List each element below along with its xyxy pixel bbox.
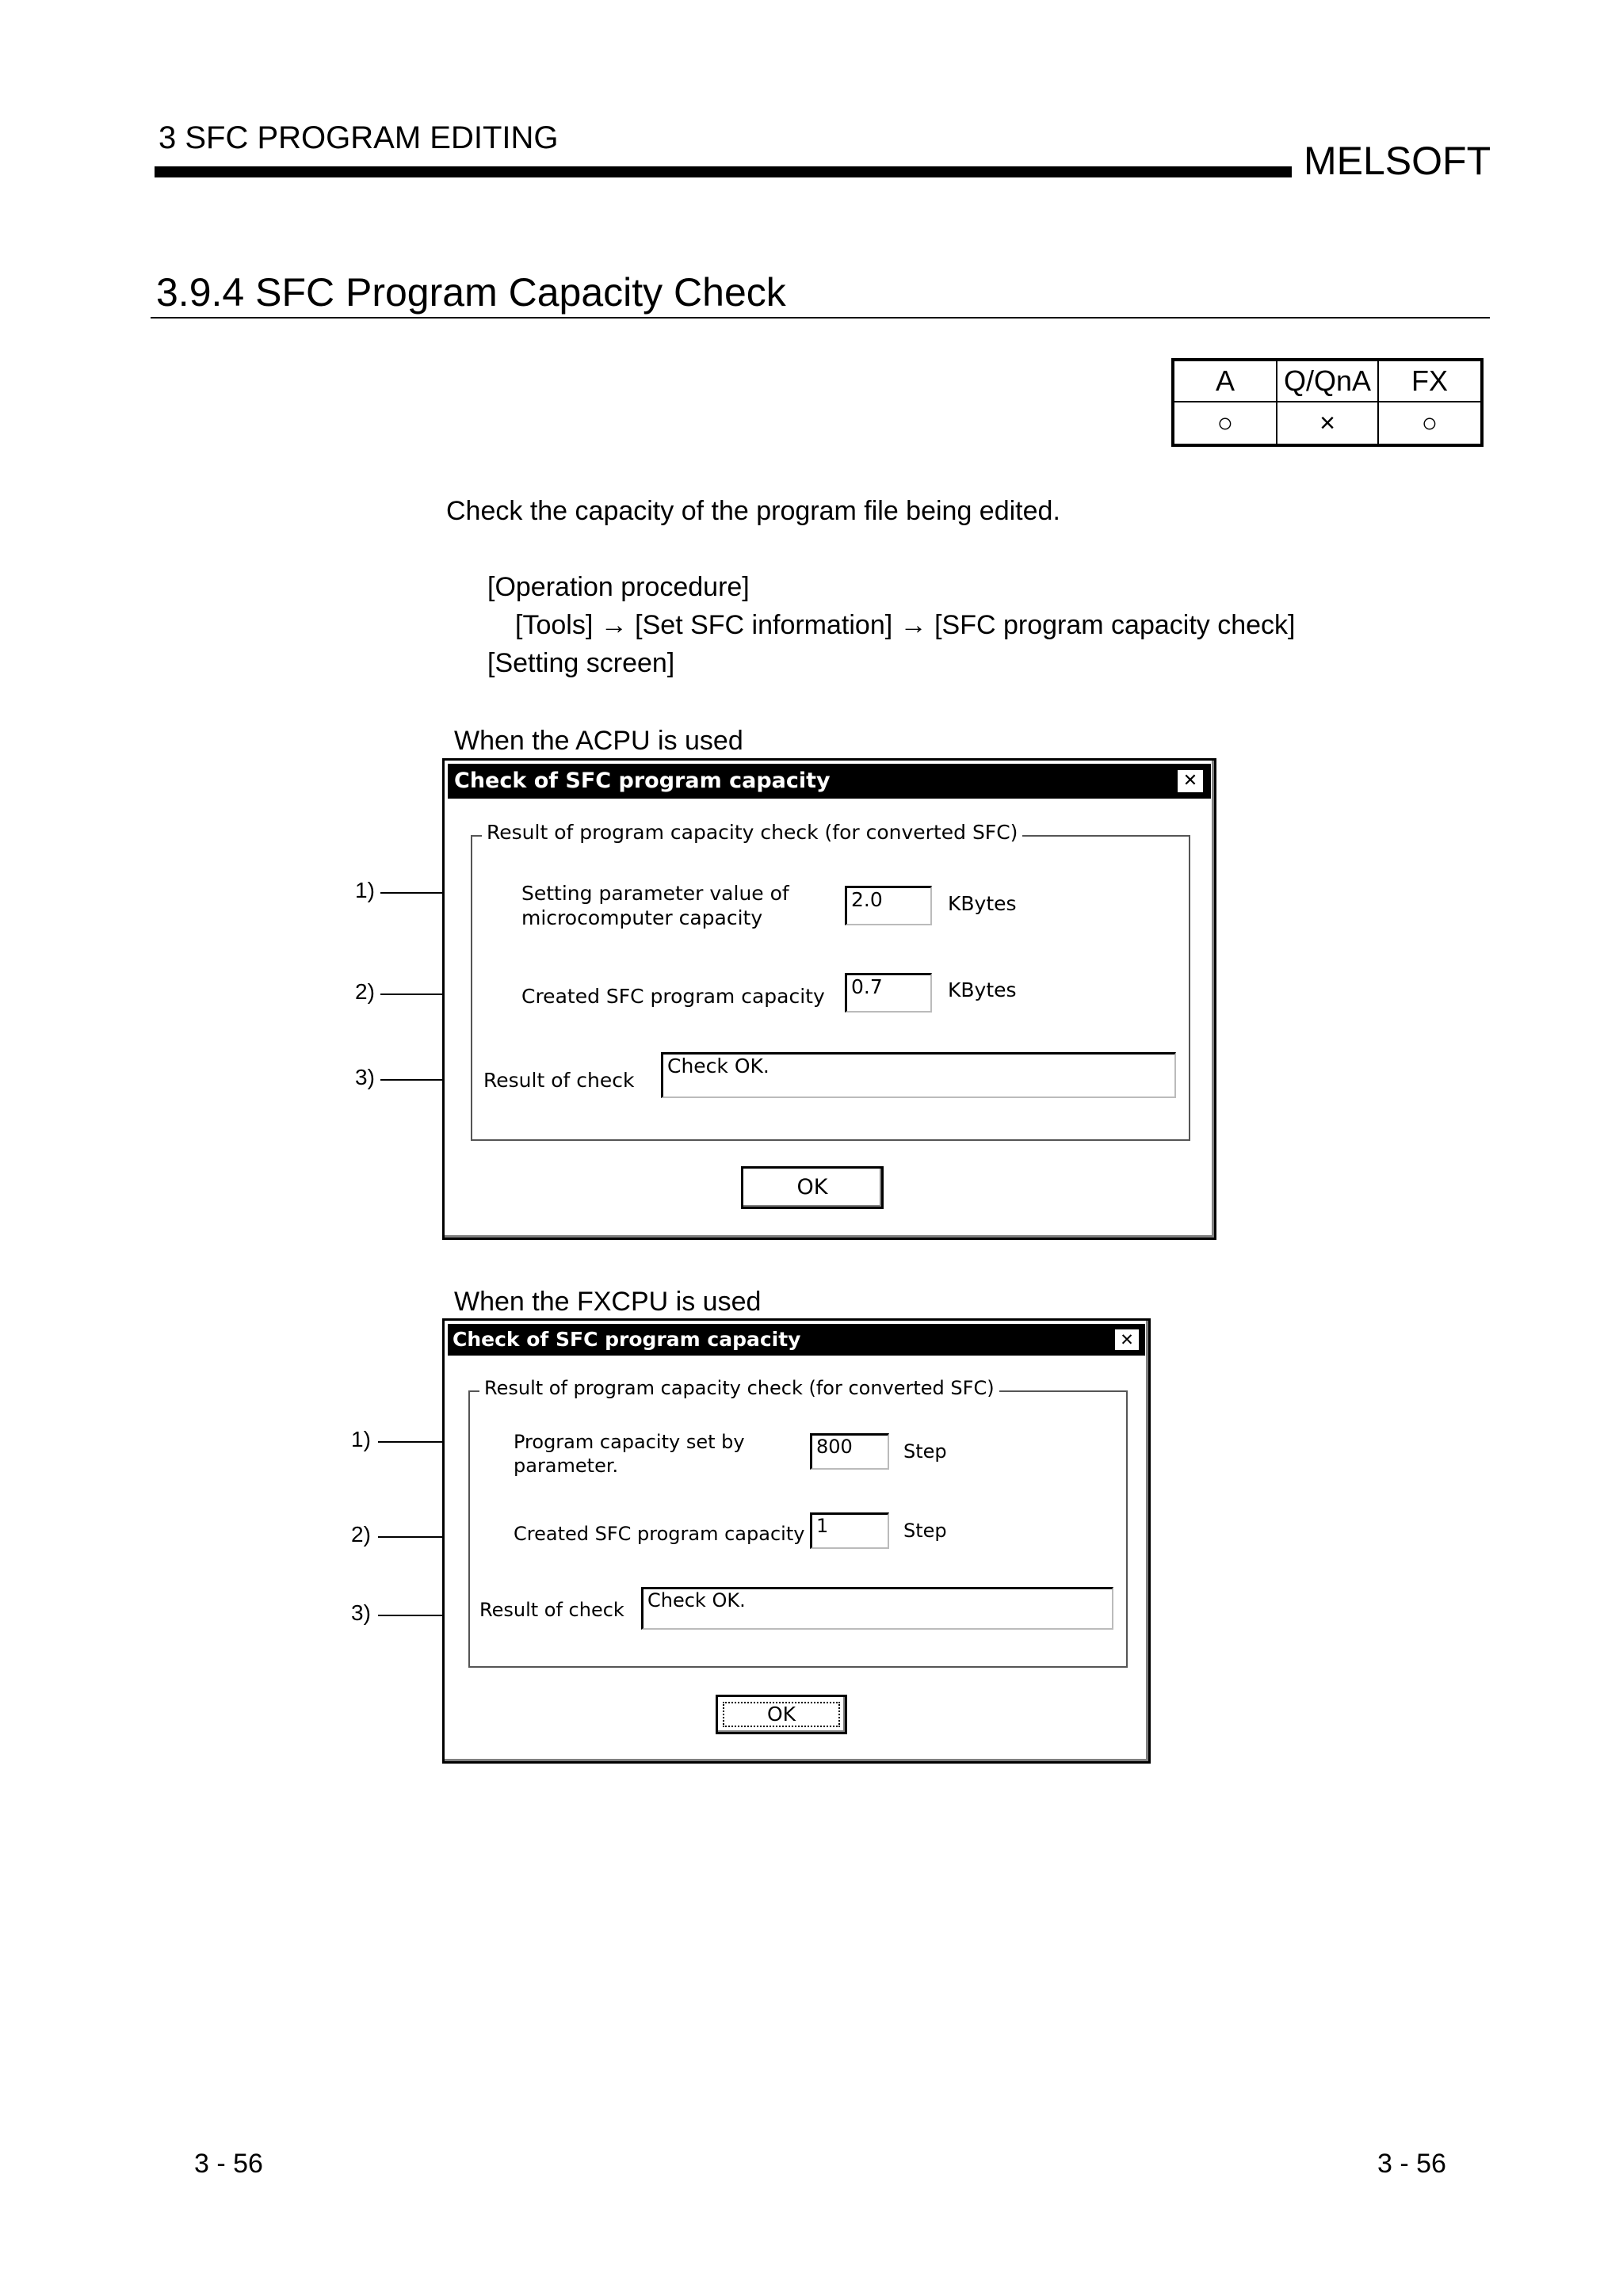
callout-1: 1): [351, 1427, 371, 1451]
acpu-capacity-dialog: [442, 758, 1216, 1240]
page-number-right: 3 - 56: [1377, 2149, 1446, 2179]
setting-label-line-1: Setting parameter value of: [521, 882, 789, 905]
compat-header-qna: Q/QnA: [1277, 360, 1378, 402]
setting-label-line-2: microcomputer capacity: [521, 906, 763, 930]
fxcpu-caption: When the FXCPU is used: [454, 1287, 762, 1317]
result-value-field: Check OK.: [661, 1052, 1176, 1098]
compat-value-a: ○: [1173, 402, 1277, 445]
compat-value-qna: ×: [1277, 402, 1378, 445]
setting-label-line-2: parameter.: [514, 1455, 619, 1477]
compatibility-table: [1171, 358, 1484, 447]
callout-3: 3): [351, 1600, 371, 1625]
group-label: Result of program capacity check (for converted SFC): [479, 1377, 999, 1399]
setting-label: [521, 881, 789, 931]
group-label: Result of program capacity check (for converted SFC): [482, 821, 1022, 844]
created-label: Created SFC program capacity: [514, 1523, 805, 1545]
fxcpu-capacity-dialog: [442, 1318, 1151, 1764]
page-number-left: 3 - 56: [194, 2149, 263, 2179]
compat-value-fx: ○: [1378, 402, 1482, 445]
section-title: 3.9.4 SFC Program Capacity Check: [156, 270, 786, 315]
chapter-title: 3 SFC PROGRAM EDITING: [158, 120, 559, 155]
step-capacity-check: [SFC program capacity check]: [934, 610, 1296, 640]
callout-2: 2): [355, 979, 375, 1004]
ok-label: OK: [766, 1703, 796, 1726]
result-value-field: Check OK.: [641, 1587, 1113, 1630]
operation-heading: [Operation procedure]: [487, 572, 750, 602]
acpu-caption: When the ACPU is used: [454, 726, 743, 756]
callout-1: 1): [355, 878, 375, 902]
arrow-glyph: →: [600, 610, 628, 640]
callout-3: 3): [355, 1065, 375, 1089]
close-icon[interactable]: ✕: [1113, 1328, 1140, 1352]
operation-steps: [515, 610, 1295, 641]
section-rule: [151, 317, 1490, 318]
result-label: Result of check: [479, 1599, 624, 1621]
ok-button[interactable]: [716, 1695, 847, 1734]
compat-header-fx: FX: [1378, 360, 1482, 402]
arrow-glyph: →: [899, 610, 927, 640]
result-label: Result of check: [483, 1069, 635, 1092]
intro-text: Check the capacity of the program file being edited.: [446, 496, 1060, 526]
setting-label: [514, 1430, 745, 1478]
created-value-field[interactable]: 1: [810, 1512, 889, 1549]
setting-value-field[interactable]: 800: [810, 1433, 889, 1470]
created-unit: KBytes: [948, 978, 1017, 1001]
callout-2: 2): [351, 1522, 371, 1547]
setting-screen-heading: [Setting screen]: [487, 648, 675, 678]
setting-unit: KBytes: [948, 892, 1017, 915]
setting-unit: Step: [903, 1440, 947, 1463]
ok-button[interactable]: [741, 1166, 884, 1209]
dialog-title: Check of SFC program capacity: [453, 1328, 801, 1351]
brand-logo: MELSOFT: [1304, 139, 1491, 183]
header-rule: [155, 166, 1292, 177]
dialog-title-bar: [448, 1324, 1145, 1356]
dialog-title: Check of SFC program capacity: [454, 769, 831, 793]
ok-label: OK: [796, 1175, 828, 1199]
setting-label-line-1: Program capacity set by: [514, 1431, 745, 1453]
step-tools: [Tools]: [515, 610, 594, 640]
created-label: Created SFC program capacity: [521, 985, 825, 1008]
close-icon[interactable]: ✕: [1176, 769, 1205, 794]
compat-header-a: A: [1173, 360, 1277, 402]
setting-value-field[interactable]: 2.0: [845, 886, 932, 925]
step-set-sfc-info: [Set SFC information]: [635, 610, 893, 640]
created-value-field[interactable]: 0.7: [845, 973, 932, 1013]
created-unit: Step: [903, 1520, 947, 1542]
dialog-title-bar: [448, 764, 1211, 799]
